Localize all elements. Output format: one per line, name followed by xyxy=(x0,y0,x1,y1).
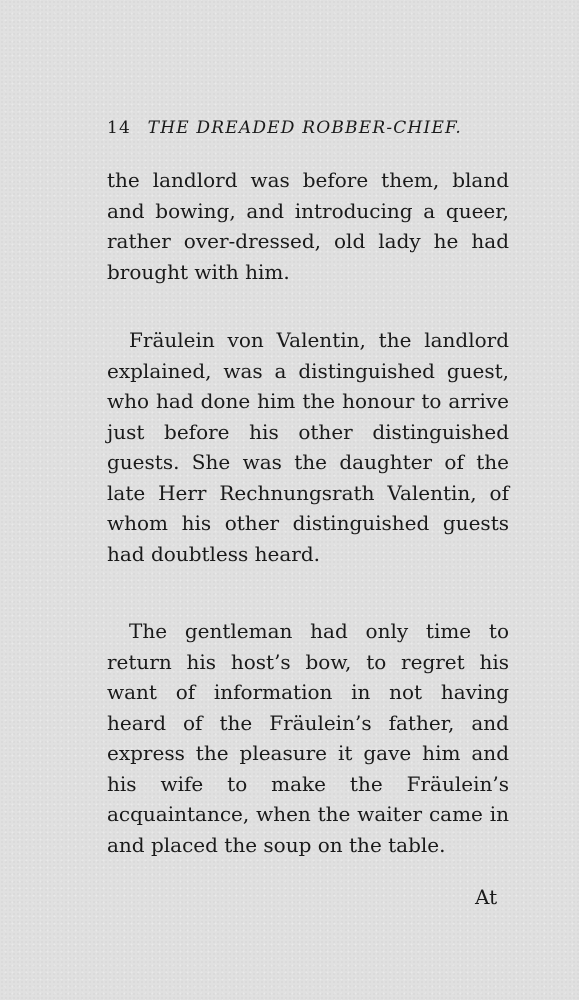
paragraph-1-block xyxy=(107,165,509,287)
paragraph-3: The gentleman had only time to return his host’s bow, to regret his want of information in not having heard of the Fräulein’s father, and express the pleasure it gave him and his wife to make the Fräulein’s acquaintance, when the waiter came in and placed the soup on the table. xyxy=(107,619,509,857)
running-header xyxy=(107,118,507,138)
running-title: THE DREADED ROBBER-CHIEF. xyxy=(147,118,463,138)
paragraph-3-block xyxy=(107,616,509,860)
paragraph-2: Fräulein von Valentin, the landlord explained, was a distinguished guest, who had done him the honour to arrive just before his other distinguished guests. She was the daughter of the late Herr Rechnungsrath Valentin, of whom his other distinguished guests had doubtless heard. xyxy=(107,328,509,566)
paragraph-1: the landlord was before them, bland and bowing, and introducing a queer, rather over-dressed, old lady he had brought with him. xyxy=(107,168,509,284)
page-number: 14 xyxy=(107,118,132,138)
catchword: At xyxy=(475,885,498,909)
paragraph-2-block xyxy=(107,325,509,569)
